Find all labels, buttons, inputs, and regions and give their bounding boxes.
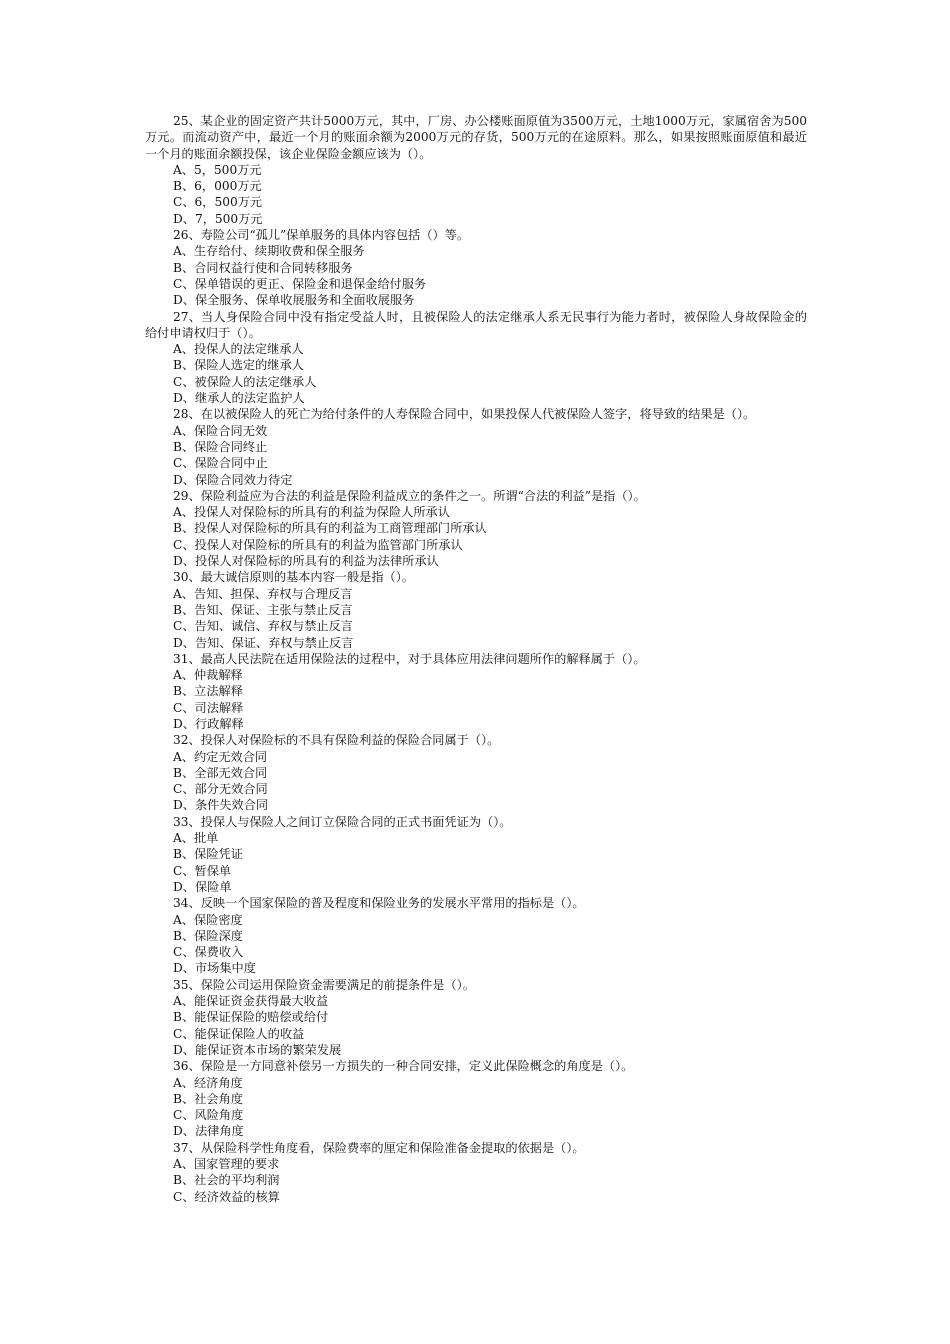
answer-option: B、投保人对保险标的所具有的利益为工商管理部门所承认: [173, 521, 487, 536]
question-stem: 33、投保人与保险人之间订立保险合同的正式书面凭证为（）。: [173, 814, 512, 829]
question-stem: 34、反映一个国家保险的普及程度和保险业务的发展水平常用的指标是（）。: [173, 896, 585, 911]
question-stem: 30、最大诚信原则的基本内容一般是指（）。: [173, 570, 414, 585]
answer-option: B、社会角度: [173, 1091, 243, 1106]
answer-option: D、投保人对保险标的所具有的利益为法律所承认: [173, 554, 439, 569]
answer-option: C、6，500万元: [173, 195, 263, 210]
question-block: [145, 895, 807, 976]
answer-option: A、国家管理的要求: [173, 1157, 280, 1171]
answer-option: C、暂保单: [173, 863, 232, 878]
answer-option: C、投保人对保险标的所具有的利益为监管部门所承认: [173, 537, 463, 552]
question-stem: 32、投保人对保险标的不具有保险利益的保险合同属于（）。: [173, 733, 500, 748]
answer-option: D、保险合同效力待定: [173, 472, 293, 487]
answer-option: B、立法解释: [173, 684, 243, 699]
answer-option: A、保险合同无效: [173, 423, 268, 438]
answer-option: C、被保险人的法定继承人: [173, 374, 317, 389]
answer-option: B、社会的平均利润: [173, 1173, 280, 1188]
answer-option: C、保险合同中止: [173, 456, 268, 471]
answer-option: A、投保人的法定继承人: [173, 342, 304, 357]
question-block: [145, 651, 807, 732]
document-page: [145, 113, 807, 1205]
answer-option: B、合同权益行使和合同转移服务: [173, 260, 353, 275]
answer-option: D、法律角度: [173, 1124, 244, 1139]
question-block: [145, 977, 807, 1058]
answer-option: A、5，500万元: [173, 162, 262, 177]
answer-option: C、经济效益的核算: [173, 1189, 280, 1204]
answer-option: B、6，000万元: [173, 179, 262, 194]
answer-option: C、司法解释: [173, 700, 244, 715]
question-stem: 26、寿险公司“孤儿”保单服务的具体内容包括（）等。: [173, 228, 470, 243]
question-stem: 25、某企业的固定资产共计5000万元，其中，厂房、办公楼账面原值为3500万元，土地1000万元，家属宿舍为500万元。而流动资产中，最近一个月的账面余额为2000万元的存货，500万元的在途原料。那么，如果按照账面原值和最近一个月的账面余额投保，该企业保险金额应该为（）。: [145, 114, 807, 161]
question-block: [145, 1140, 807, 1205]
question-block: [145, 1058, 807, 1139]
answer-option: C、告知、诚信、弃权与禁止反言: [173, 619, 353, 634]
answer-option: C、能保证保险人的收益: [173, 1026, 305, 1041]
answer-option: D、继承人的法定监护人: [173, 391, 305, 406]
answer-option: D、能保证资本市场的繁荣发展: [173, 1042, 342, 1057]
answer-option: A、约定无效合同: [173, 749, 268, 764]
question-block: [145, 732, 807, 813]
answer-option: B、保险合同终止: [173, 439, 268, 454]
question-block: [145, 227, 807, 308]
answer-option: A、能保证资金获得最大收益: [173, 994, 329, 1009]
question-stem: 31、最高人民法院在适用保险法的过程中，对于具体应用法律问题所作的解释属于（）。: [173, 651, 646, 666]
question-stem: 27、当人身保险合同中没有指定受益人时，且被保险人的法定继承人系无民事行为能力者时，被保险人身故保险金的给付申请权归于（）。: [145, 309, 807, 340]
question-block: [145, 309, 807, 407]
answer-option: B、保险人选定的继承人: [173, 358, 304, 373]
answer-option: A、告知、担保、弃权与合理反言: [173, 586, 353, 601]
answer-option: C、保单错误的更正、保险金和退保金给付服务: [173, 276, 427, 291]
answer-option: B、告知、保证、主张与禁止反言: [173, 602, 353, 617]
answer-option: A、投保人对保险标的所具有的利益为保险人所承认: [173, 505, 450, 520]
answer-option: A、仲裁解释: [173, 668, 243, 683]
answer-option: B、保险凭证: [173, 847, 243, 862]
question-stem: 37、从保险科学性角度看，保险费率的厘定和保险准备金提取的依据是（）。: [173, 1140, 585, 1155]
answer-option: C、部分无效合同: [173, 782, 268, 797]
answer-option: D、保险单: [173, 879, 232, 894]
answer-option: B、保险深度: [173, 928, 243, 943]
answer-option: B、能保证保险的赔偿或给付: [173, 1010, 329, 1025]
answer-option: B、全部无效合同: [173, 765, 268, 780]
answer-option: D、7，500万元: [173, 211, 263, 226]
question-stem: 36、保险是一方同意补偿另一方损失的一种合同安排，定义此保险概念的角度是（）。: [173, 1059, 634, 1074]
answer-option: A、生存给付、续期收费和保全服务: [173, 244, 365, 259]
question-stem: 29、保险利益应为合法的利益是保险利益成立的条件之一。所谓“合法的利益”是指（）。: [173, 488, 646, 503]
question-stem: 28、在以被保险人的死亡为给付条件的人寿保险合同中，如果投保人代被保险人签字，将导致的结果是（）。: [173, 407, 756, 422]
question-block: [145, 569, 807, 650]
answer-option: D、保全服务、保单收展服务和全面收展服务: [173, 293, 415, 308]
answer-option: C、风险角度: [173, 1108, 244, 1123]
question-stem: 35、保险公司运用保险资金需要满足的前提条件是（）。: [173, 977, 475, 992]
question-block: [145, 488, 807, 569]
answer-option: D、行政解释: [173, 716, 244, 731]
answer-option: D、条件失效合同: [173, 798, 269, 813]
answer-option: A、批单: [173, 831, 219, 846]
answer-option: A、经济角度: [173, 1075, 243, 1090]
answer-option: D、市场集中度: [173, 961, 256, 976]
answer-option: A、保险密度: [173, 912, 243, 927]
question-block: [145, 814, 807, 895]
question-block: [145, 113, 807, 227]
answer-option: D、告知、保证、弃权与禁止反言: [173, 635, 354, 650]
question-block: [145, 406, 807, 487]
answer-option: C、保费收入: [173, 945, 244, 960]
